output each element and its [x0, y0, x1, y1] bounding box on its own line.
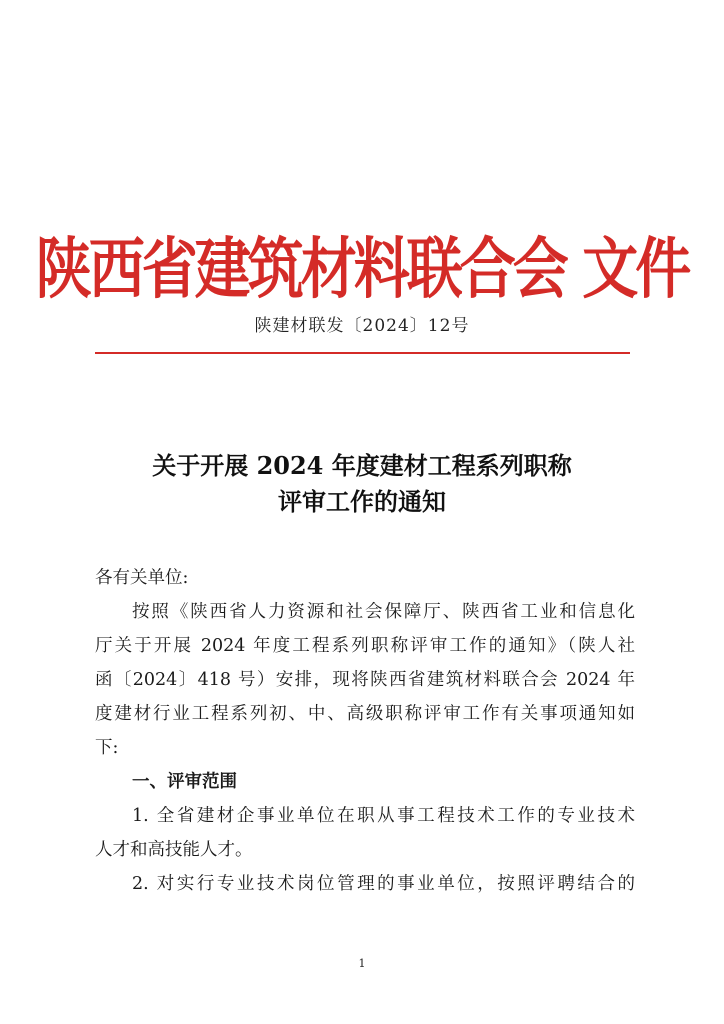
paragraph-1-line-2: 厅关于开展 2024 年度工程系列职称评审工作的通知》（陕人社: [95, 636, 635, 656]
item-2-line-1: 2. 对实行专业技术岗位管理的事业单位，按照评聘结合的: [132, 874, 635, 894]
paragraph-1-line-4: 度建材行业工程系列初、中、高级职称评审工作有关事项通知如: [95, 704, 635, 724]
red-divider-line: [95, 352, 630, 354]
item-1-line-1: 1. 全省建材企事业单位在职从事工程技术工作的专业技术: [132, 806, 635, 826]
organization-header-title: 陕西省建筑材料联合会 文件: [35, 230, 689, 309]
salutation: 各有关单位:: [95, 568, 189, 588]
paragraph-1-line-1: 按照《陕西省人力资源和社会保障厅、陕西省工业和信息化: [132, 602, 635, 622]
document-number: 陕建材联发〔2024〕12号: [254, 316, 470, 336]
page-number: 1: [358, 957, 366, 970]
paragraph-1-line-3: 函〔2024〕418 号）安排，现将陕西省建筑材料联合会 2024 年: [95, 670, 635, 690]
item-1-line-2: 人才和高技能人才。: [95, 840, 253, 860]
section-1-heading: 一、评审范围: [132, 772, 237, 792]
notice-title-line-1: 关于开展 2024 年度建材工程系列职称: [152, 451, 572, 480]
paragraph-1-line-5: 下:: [95, 738, 119, 758]
notice-title-line-2: 评审工作的通知: [278, 487, 446, 516]
